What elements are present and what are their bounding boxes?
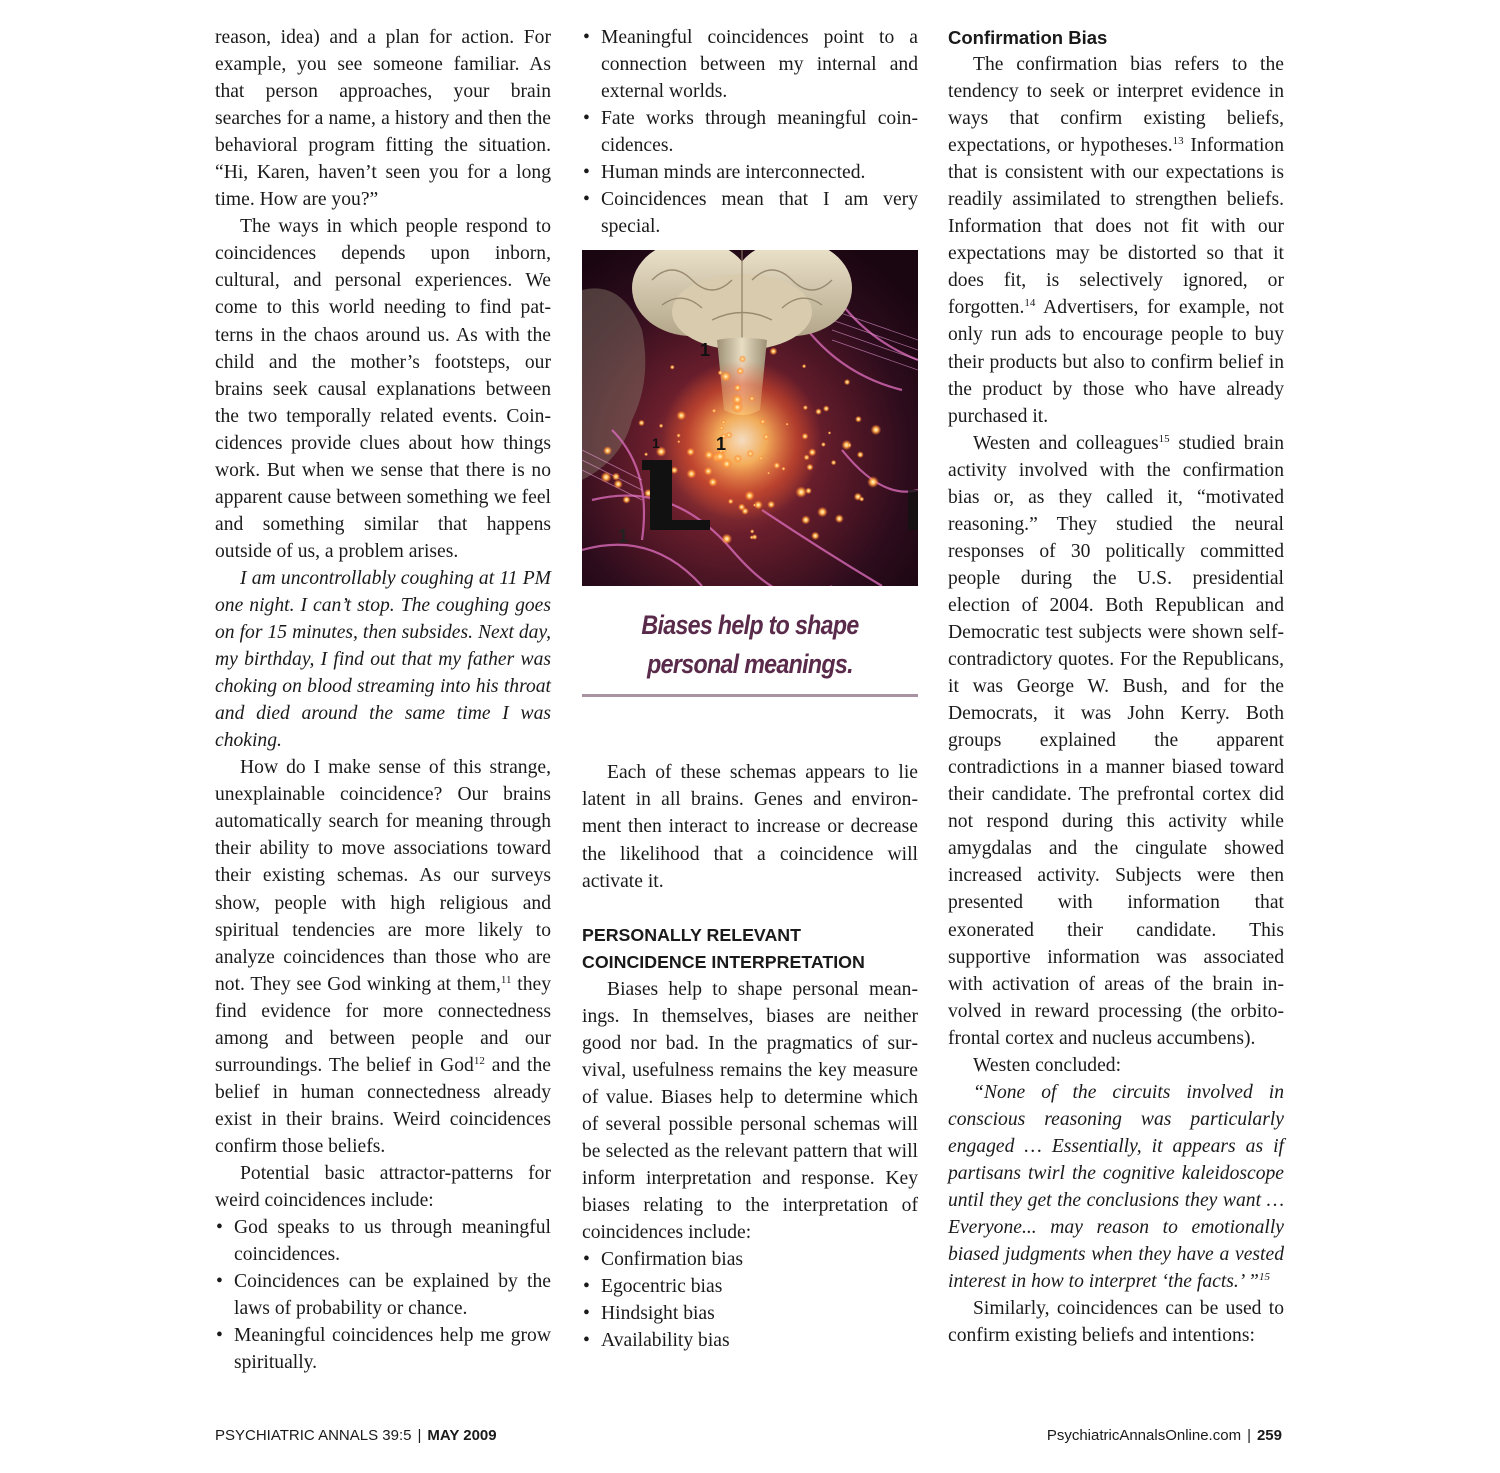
figure-label: 1 — [700, 340, 711, 361]
paragraph: reason, idea) and a plan for action. For example, you see someone familiar. As that person approaches, your brain searches for a name, a history and then the behavioral program fitting the situation. “Hi, Karen, haven’t seen you for a long time. How are you?” — [215, 27, 551, 211]
attractor-pattern-list — [215, 1214, 551, 1376]
list-item: • Coincidences can be explained by the laws of probability or chance. — [215, 1268, 551, 1322]
journal-name: PSYCHIATRIC ANNALS 39:5 — [215, 1427, 412, 1444]
column-right — [948, 24, 1284, 1349]
reference-superscript: 12 — [473, 1054, 485, 1067]
brain-illustration — [582, 250, 918, 586]
footer-separator: | — [1247, 1427, 1251, 1444]
paragraph: The confirmation bias refers to the tendency to seek or interpret evidence in ways that confirm existing beliefs, expectations, or hypotheses.$^{13}$ Information that is consistent with our expectations is readily assimilated to strengthen beliefs. Information that does not fit with our expectations may be distorted so that it does fit, is selectively ignored, or forgotten.$^{14}$ Advertisers, for example, not only run ads to encourage people to buy their products but also to confirm belief in the product by those who have already purchased it. — [948, 54, 1284, 427]
anecdote-paragraph: I am uncontrollably coughing at 11 PM one night. I can’t stop. The coughing goes on for 15 minutes, then subsides. Next day, my birthday, I find out that my father was choking on blood streaming into his throat and died around the same time I was choking. — [215, 567, 551, 752]
list-item: • Fate works through meaningful coincidences. — [582, 105, 918, 159]
figure-label: 1 — [716, 434, 727, 455]
list-item: • Confirmation bias — [582, 1246, 918, 1273]
paragraph: Similarly, coincidences can be used to confirm existing beliefs and intentions: — [948, 1298, 1284, 1347]
paragraph: Westen concluded: — [973, 1054, 1122, 1076]
footer-journal — [215, 1426, 497, 1446]
footer-site — [1047, 1426, 1282, 1446]
list-item: • Availability bias — [582, 1327, 918, 1354]
footer-separator: | — [417, 1427, 422, 1444]
list-item: • Coincidences mean that I am very special. — [582, 186, 918, 240]
subsection-heading: Confirmation Bias — [948, 27, 1108, 48]
attractor-pattern-list-continued — [582, 24, 918, 240]
column-left — [215, 24, 551, 1376]
reference-superscript: 14 — [1024, 297, 1036, 310]
list-item: • Meaningful coincidences help me grow spiritually. — [215, 1322, 551, 1376]
list-item: • Human minds are interconnected. — [582, 159, 918, 186]
pull-quote: Biases help to shape personal meanings. — [641, 610, 859, 680]
list-item: • Meaningful coincidences point to a connection between my internal and external worlds. — [582, 24, 918, 105]
column-middle — [582, 24, 918, 1354]
reference-superscript: 15 — [1258, 1271, 1270, 1284]
list-item: • Egocentric bias — [582, 1273, 918, 1300]
figure-label: 1 — [618, 526, 629, 547]
list-item: • Hindsight bias — [582, 1300, 918, 1327]
bias-list — [582, 1246, 918, 1354]
reference-superscript: 15 — [1158, 432, 1170, 445]
paragraph: The ways in which people respond to coincidences depends upon inborn, cultural, and personal experiences. We come to this world needing to find patterns in the chaos around us. As with the child and the mother’s footsteps, our brains seek causal explanations between the two temporally related events. Coincidences provide clues about how things work. But when we sense that there is no apparent cause between something we feel and something similar that happens outside of us, a problem arises. — [215, 216, 551, 562]
reference-superscript: 13 — [1172, 135, 1184, 148]
paragraph: Potential basic attractor-patterns for weird coincidences include: — [215, 1162, 551, 1212]
figure-label: 1 — [652, 435, 660, 452]
page-number: 259 — [1256, 1427, 1282, 1444]
block-quote: “None of the circuits involved in conscious reasoning was particularly engaged … Essentially, it appears as if partisans twirl the cognitive kaleidoscope until they get the conclusions they want … Everyone... may reason to emotionally biased judgments when they have a vested interest in how to interpret ‘the facts.’ ”$^{15}$ — [948, 1081, 1284, 1293]
paragraph: How do I make sense of this strange, unexplainable coincidence? Our brains automatically search for meaning through their ability to move associations toward their existing schemas. As our surveys show, people with high religious and spiritual tendencies are more likely to analyze coincidences than those who are not. They see God winking at them,$^{11}$ they find evidence for more connectedness among and between people and our surroundings. The belief in God$^{12}$ and the belief in human connectedness already exist in their brains. Weird coincidences confirm those beliefs. — [215, 757, 552, 1157]
section-heading: PERSONALLY RELEVANT COINCIDENCE INTERPRETATION — [582, 924, 865, 972]
paragraph: Westen and colleagues$^{15}$ studied brain activity involved with the confirmation bias or, as they called it, “motivated reasoning.” They studied the neural responses of 30 politically committed people during the U.S. presidential election of 2004. Both Republican and Democratic test subjects were shown self-contradictory quotes. For the Republicans, it was George W. Bush, and for the Democrats, it was John Kerry. Both groups explained the apparent contradictions in a manner biased toward their candidate. The prefrontal cortex did not respond during this activity while amygdalas and the cingulate showed increased activity. Subjects were then presented with information that exonerated their candidate. This supportive information was associated with activation of areas of the brain involved in reward processing (the orbitofrontal cortex and nucleus accumbens). — [948, 432, 1284, 1049]
paragraph: Each of these schemas appears to lie latent in all brains. Genes and environment then interact to increase or decrease the likelihood that a coincidence will activate it. — [582, 762, 918, 892]
issue-date: MAY 2009 — [427, 1427, 497, 1444]
list-item: • God speaks to us through meaningful coincidences. — [215, 1214, 551, 1268]
journal-website: PsychiatricAnnalsOnline.com — [1046, 1427, 1242, 1444]
paragraph: Biases help to shape personal meanings. In themselves, biases are neither good nor bad. In the pragmatics of survival, usefulness remains the key measure of value. Biases help to determine which of several possible personal schemas will be selected as the relevant pattern that will inform interpretation and response. Key biases relating to the interpretation of coincidences include: — [582, 978, 918, 1244]
reference-superscript: 11 — [500, 973, 512, 986]
